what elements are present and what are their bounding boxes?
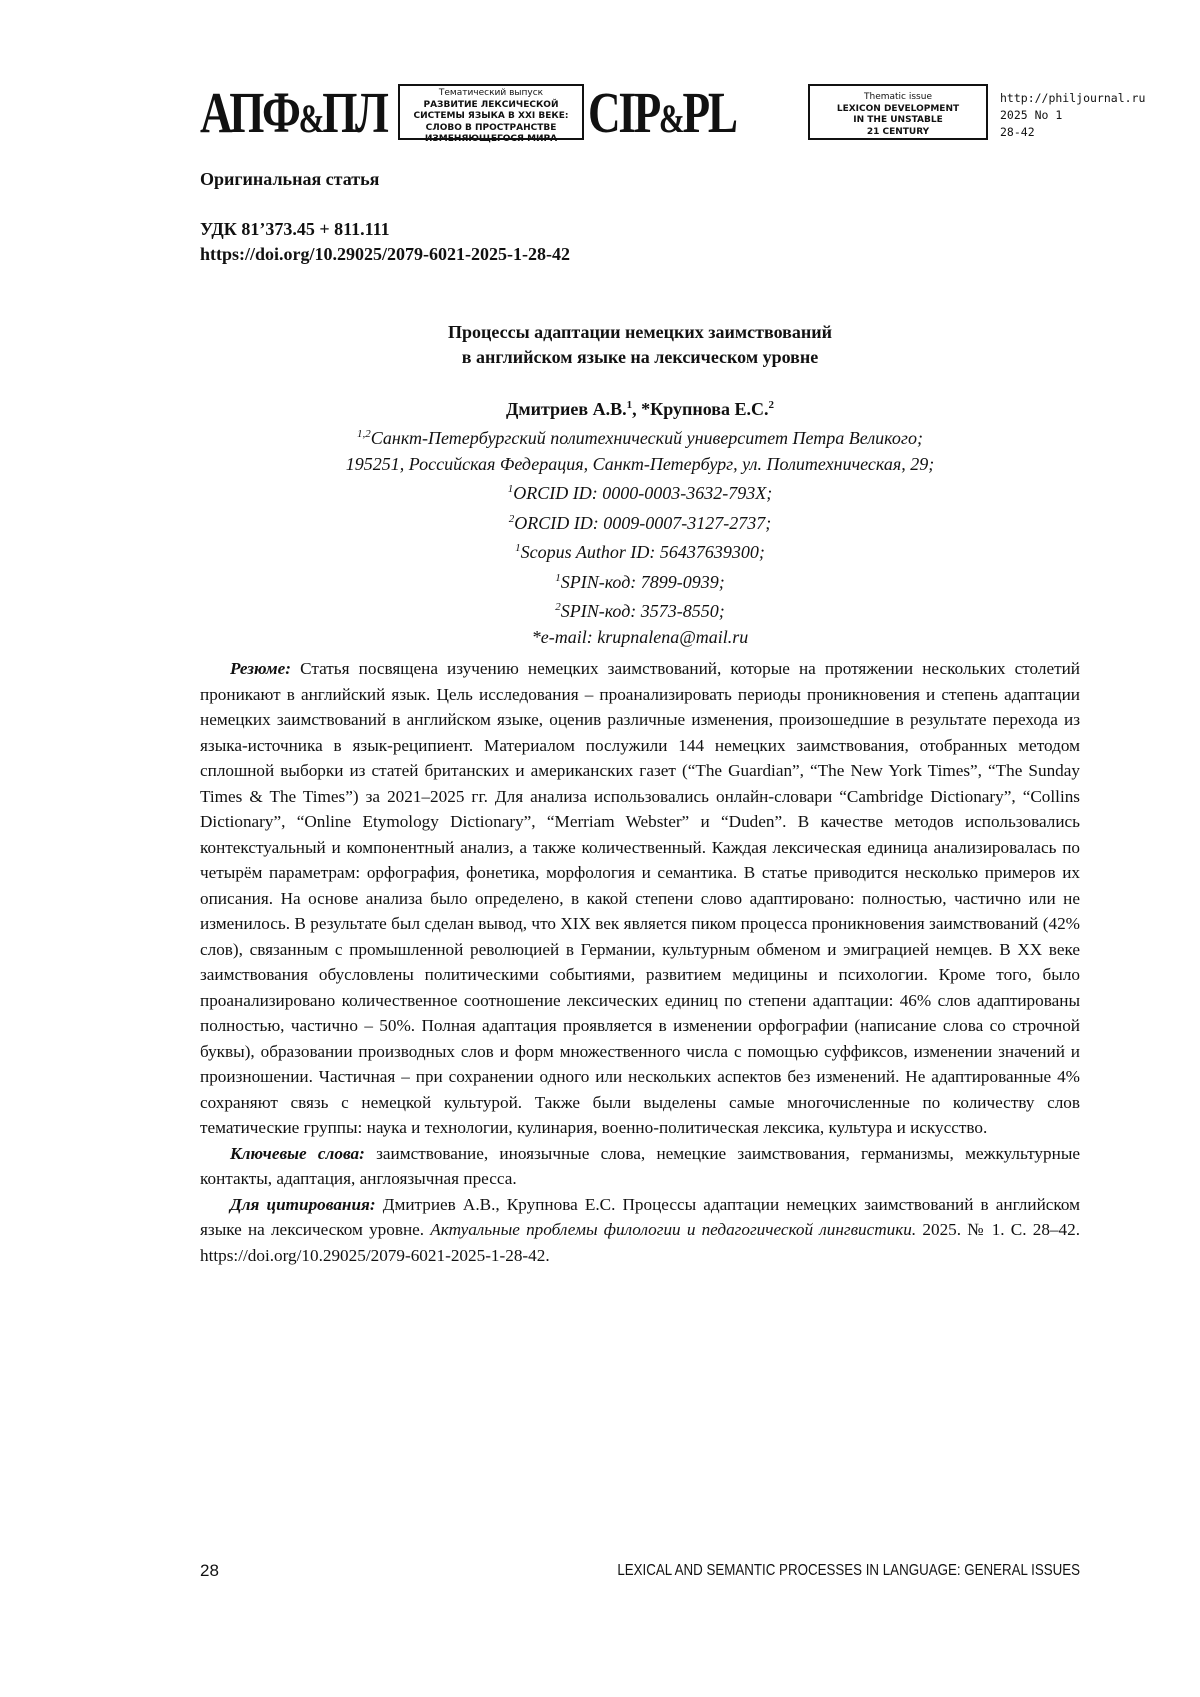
doi-link[interactable]: https://doi.org/10.29025/2079-6021-2025-1-28-42 <box>200 244 570 264</box>
journal-url[interactable]: http://philjournal.ru <box>1000 91 1146 105</box>
scopus-line: $^1$Scopus Author ID: 56437639300; <box>515 542 765 562</box>
issue-line: СЛОВО В ПРОСТРАНСТВЕ <box>425 122 557 133</box>
article-type: Оригинальная статья <box>200 169 380 189</box>
citation-paragraph <box>200 1192 1080 1269</box>
issue-line: IN THE UNSTABLE <box>853 115 943 125</box>
citation-text: Дмитриев А.В., Крупнова Е.С. Процессы адаптации немецких заимствований в английском языке на лексическом уровне. <box>200 1194 1081 1239</box>
author-name: Дмитриев А.В. <box>505 399 627 419</box>
author-sup: 2 <box>768 399 775 411</box>
keywords-text: заимствование, иноязычные слова, немецкие заимствования, германизмы, межкультурные контакты, адаптация, англоязычная пресса. <box>200 1143 1080 1188</box>
logo-ampersand: & <box>298 96 323 141</box>
masthead <box>200 80 1146 145</box>
citation-text-end: 2025. № 1. С. 28–42. https://doi.org/10.29025/2079-6021-2025-1-28-42. <box>200 1220 1080 1265</box>
abstract-text: Статья посвящена изучению немецких заимствований, которые на протяжении нескольких столетий проникают в английский язык. Цель исследования – проанализировать периоды проникновения и степень адаптации немецких заимствований в английском языке, оценив различные изменения, произошедшие в результате перехода из языка-источника в язык-реципиент. Материалом послужили 144 немецких заимствования, отобранных методом сплошной выборки из статей британских и американских газет (“The Guardian”, “The New York Times”, “The Sunday Times & The Times”) за 2021–2025 гг. Для анализа использовались онлайн-словари “Cambridge Dictionary”, “Collins Dictionary”, “Online Etymology Dictionary”, “Merriam Webster” и “Duden”. В качестве методов использовались контекстуальный и компонентный анализ, а также количественный. Каждая лексическая единица анализировалась по четырём параметрам: орфография, фонетика, морфология и семантика. В статье приводится несколько примеров их описания. На основе анализа было определено, в какой степени слово адаптировано: полностью, частично или не изменилось. В результате был сделан вывод, что XIX век является пиком процесса проникновения заимствований (42% слов), связанным с промышленной революцией в Германии, культурным обменом и эмиграцией немцев. В XX веке заимствования обусловлены политическими событиями, развитием медицины и психологии. Кроме того, было проанализировано количественное соотношение лексических единиц по степени адаптации: 46% слов адаптированы полностью, частично – 50%. Полная адаптация проявляется в изменении орфографии (написание слова со строчной буквы), образовании производных слов и форм множественного числа с помощью суффиксов, изменении значений и произношении. Частичная – при сохранении одного или нескольких аспектов без изменений. Не адаптированные 4% сохраняют связь с немецкой культурой. Также были выделены самые многочисленные по количеству слов тематические группы: наука и технологии, кулинария, военно-политическая лексика, культура и искусство. <box>200 659 1081 1137</box>
issue-year-number: 2025 No 1 <box>1000 108 1063 122</box>
logo-ampersand: & <box>658 96 683 141</box>
journal-meta <box>1000 90 1145 141</box>
journal-logo-en: CIP&PL <box>588 80 736 145</box>
keywords-label: Ключевые слова: <box>230 1143 365 1163</box>
email-line[interactable]: *e-mail: krupnalena@mail.ru <box>531 626 749 647</box>
issue-line: СИСТЕМЫ ЯЗЫКА В XXI ВЕКЕ: <box>413 111 569 121</box>
citation-journal: Актуальные проблемы филологии и педагогической лингвистики. <box>430 1220 917 1239</box>
article-title-line: Процессы адаптации немецких заимствований <box>448 322 832 342</box>
affiliation-line: 195251, Российская Федерация, Санкт-Петербург, ул. Политехническая, 29; <box>345 453 935 474</box>
citation-label: Для цитирования: <box>230 1194 376 1214</box>
page-range: 28-42 <box>1000 125 1035 139</box>
thematic-issue-box-en <box>808 84 988 140</box>
affiliations <box>200 422 1080 650</box>
page-number: 28 <box>200 1561 219 1580</box>
affiliation-line: $^{1,2}$Санкт-Петербургский политехнический университет Петра Великого; <box>357 428 923 448</box>
issue-label-ru: Тематический выпуск <box>438 88 544 98</box>
orcid-line: $^1$ORCID ID: 0000-0003-3632-793X; <box>507 483 773 503</box>
authors: Дмитриев А.В.$^1$, *Крупнова Е.С.$^2$ <box>505 399 775 419</box>
spin-line: $^2$SPIN-код: 3573-8550; <box>555 601 725 621</box>
journal-logo-ru: АПФ&ПЛ <box>200 80 387 145</box>
issue-line: LEXICON DEVELOPMENT <box>836 103 960 114</box>
author-name: *Крупнова Е.С. <box>641 399 769 419</box>
orcid-line: $^2$ORCID ID: 0009-0007-3127-2737; <box>508 512 772 533</box>
issue-label-en: Thematic issue <box>864 92 932 102</box>
keywords-paragraph <box>200 1141 1080 1192</box>
issue-line: 21 CENTURY <box>866 126 930 137</box>
abstract-section <box>200 656 1080 1268</box>
article-title-line: в английском языке на лексическом уровне <box>461 347 819 367</box>
udk-code: УДК 81’373.45 + 811.111 <box>200 219 390 239</box>
running-title: LEXICAL AND SEMANTIC PROCESSES IN LANGUAGE: GENERAL ISSUES <box>617 1562 1080 1579</box>
issue-line: ИЗМЕНЯЮЩЕГОСЯ МИРА <box>424 134 558 144</box>
thematic-issue-box-ru <box>398 84 584 144</box>
issue-line: РАЗВИТИЕ ЛЕКСИЧЕСКОЙ <box>423 99 559 110</box>
spin-line: $^1$SPIN-код: 7899-0939; <box>555 571 725 592</box>
abstract-label: Резюме: <box>230 659 292 678</box>
abstract-paragraph <box>200 656 1080 1141</box>
author-sup: 1 <box>626 399 633 411</box>
